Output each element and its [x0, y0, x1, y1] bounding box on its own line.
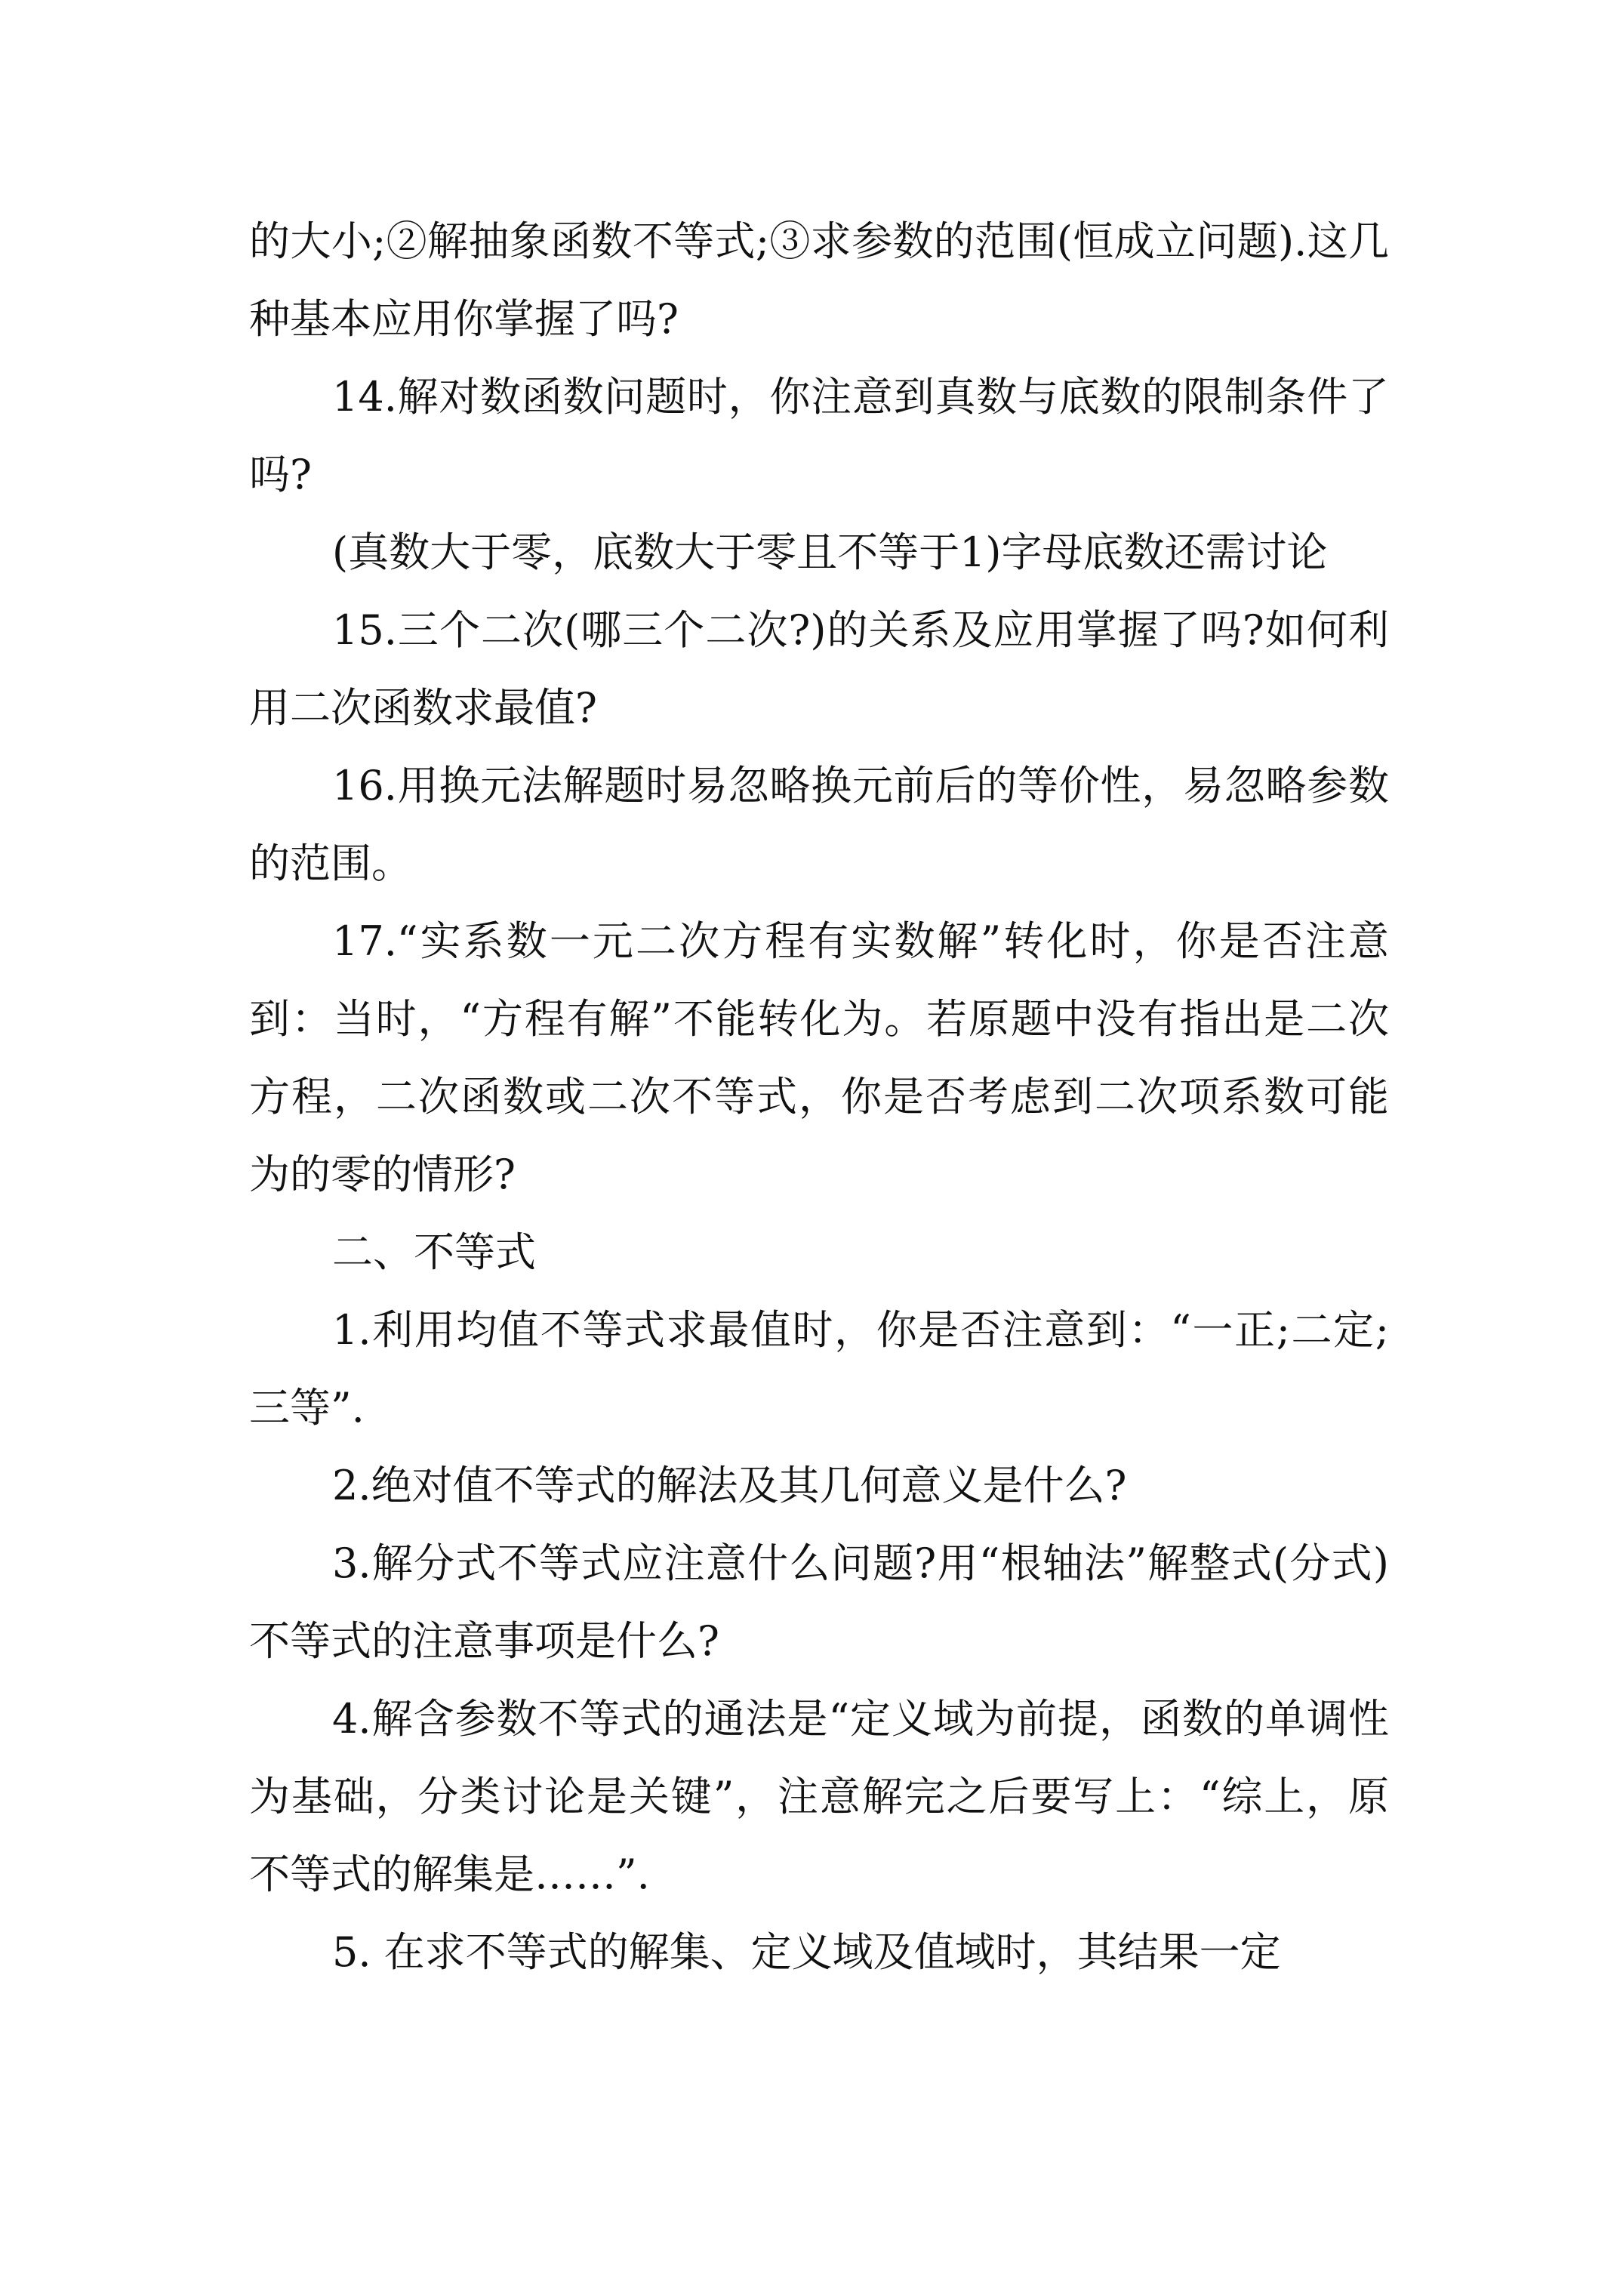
paragraph-item-17: 17.“实系数一元二次方程有实数解”转化时，你是否注意到：当时，“方程有解”不能转化为。若原题中没有指出是二次方程，二次函数或二次不等式，你是否考虑到二次项系数可能为的零的情形? — [249, 917, 1389, 1198]
paragraph-inequality-item-3: 3.解分式不等式应注意什么问题?用“根轴法”解整式(分式)不等式的注意事项是什么? — [249, 1539, 1389, 1665]
paragraph-item-14: 14.解对数函数问题时，你注意到真数与底数的限制条件了吗? — [249, 373, 1389, 498]
paragraph-inequality-item-5: 5. 在求不等式的解集、定义域及值域时，其结果一定 — [332, 1928, 1281, 1976]
paragraph-continuation: 的大小;②解抽象函数不等式;③求参数的范围(恒成立问题).这几种基本应用你掌握了吗? — [249, 217, 1389, 343]
document-body — [249, 202, 1389, 1991]
paragraph-inequality-item-2: 2.绝对值不等式的解法及其几何意义是什么? — [332, 1462, 1127, 1509]
section-heading-inequalities: 二、不等式 — [332, 1228, 536, 1276]
paragraph-inequality-item-4: 4.解含参数不等式的通法是“定义域为前提，函数的单调性为基础，分类讨论是关键”，注意解完之后要写上：“综上，原不等式的解集是……”. — [249, 1695, 1389, 1898]
paragraph-item-15: 15.三个二次(哪三个二次?)的关系及应用掌握了吗?如何利用二次函数求最值? — [249, 606, 1389, 732]
paragraph-item-16: 16.用换元法解题时易忽略换元前后的等价性，易忽略参数的范围。 — [249, 762, 1389, 887]
paragraph-inequality-item-1: 1.利用均值不等式求最值时，你是否注意到：“一正;二定;三等”. — [249, 1306, 1389, 1432]
paragraph-note-14: (真数大于零，底数大于零且不等于1)字母底数还需讨论 — [332, 529, 1328, 576]
